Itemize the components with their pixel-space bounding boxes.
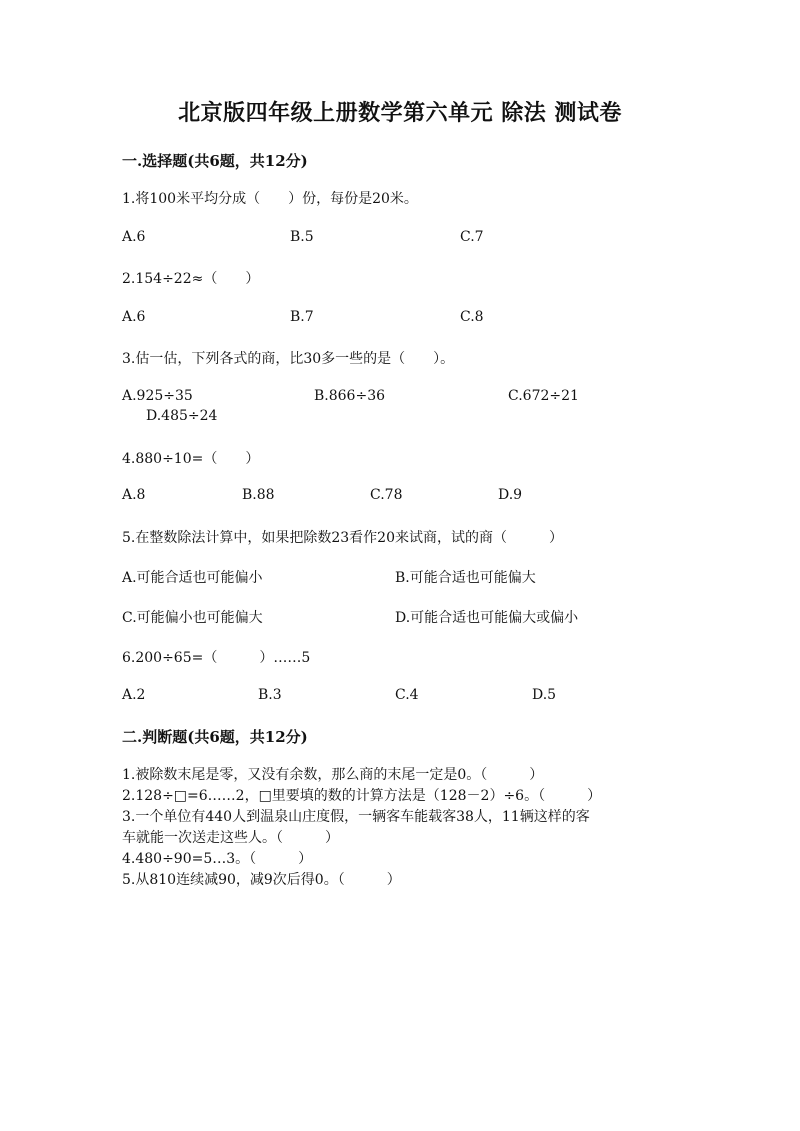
q1-option-c: C.7 [460,229,484,245]
q2-option-a: A.6 [122,309,146,325]
judgement-item-4: 4.480÷90=5…3。（ ） [122,851,313,867]
q5-option-a: A.可能合适也可能偏小 [122,570,263,586]
q5-option-c: C.可能偏小也可能偏大 [122,610,263,626]
judgement-item-3-line-2: 车就能一次送走这些人。（ ） [122,830,339,846]
q1-option-b: B.5 [290,229,314,245]
q3-option-a: A.925÷35 [122,388,193,404]
q2-option-c: C.8 [460,309,484,325]
question-2: 2.154÷22≈（ ） [122,271,260,287]
q3-option-c: C.672÷21 [508,388,579,404]
q5-option-b: B.可能合适也可能偏大 [395,570,536,586]
q4-option-b: B.88 [242,487,275,503]
q3-option-d: D.485÷24 [146,408,218,424]
q6-option-c: C.4 [395,687,419,703]
judgement-item-3-line-1: 3.一个单位有440人到温泉山庄度假，一辆客车能载客38人，11辆这样的客 [122,809,590,825]
q6-option-b: B.3 [258,687,282,703]
q1-option-a: A.6 [122,229,146,245]
q5-option-d: D.可能合适也可能偏大或偏小 [395,610,579,626]
question-6: 6.200÷65=（ ）……5 [122,650,311,666]
q4-option-d: D.9 [498,487,523,503]
q4-option-c: C.78 [370,487,403,503]
q3-option-b: B.866÷36 [314,388,386,404]
judgement-item-2: 2.128÷□=6……2，□里要填的数的计算方法是（128－2）÷6。（ ） [122,788,602,804]
q6-option-d: D.5 [532,687,557,703]
judgement-item-1: 1.被除数末尾是零，又没有余数，那么商的末尾一定是0。（ ） [122,767,544,783]
page-title: 北京版四年级上册数学第六单元 除法 测试卷 [178,100,622,126]
q4-option-a: A.8 [122,487,146,503]
question-3: 3.估一估，下列各式的商，比30多一些的是（ ）。 [122,351,455,367]
question-4: 4.880÷10=（ ） [122,451,260,467]
question-5: 5.在整数除法计算中，如果把除数23看作20来试商，试的商（ ） [122,530,563,546]
section-heading-choice: 一.选择题(共6题，共12分) [122,152,308,170]
q2-option-b: B.7 [290,309,314,325]
question-1: 1.将100米平均分成（ ）份，每份是20米。 [122,191,418,207]
judgement-item-5: 5.从810连续减90，减9次后得0。（ ） [122,872,401,888]
section-heading-judgement: 二.判断题(共6题，共12分) [122,728,308,746]
q6-option-a: A.2 [122,687,146,703]
